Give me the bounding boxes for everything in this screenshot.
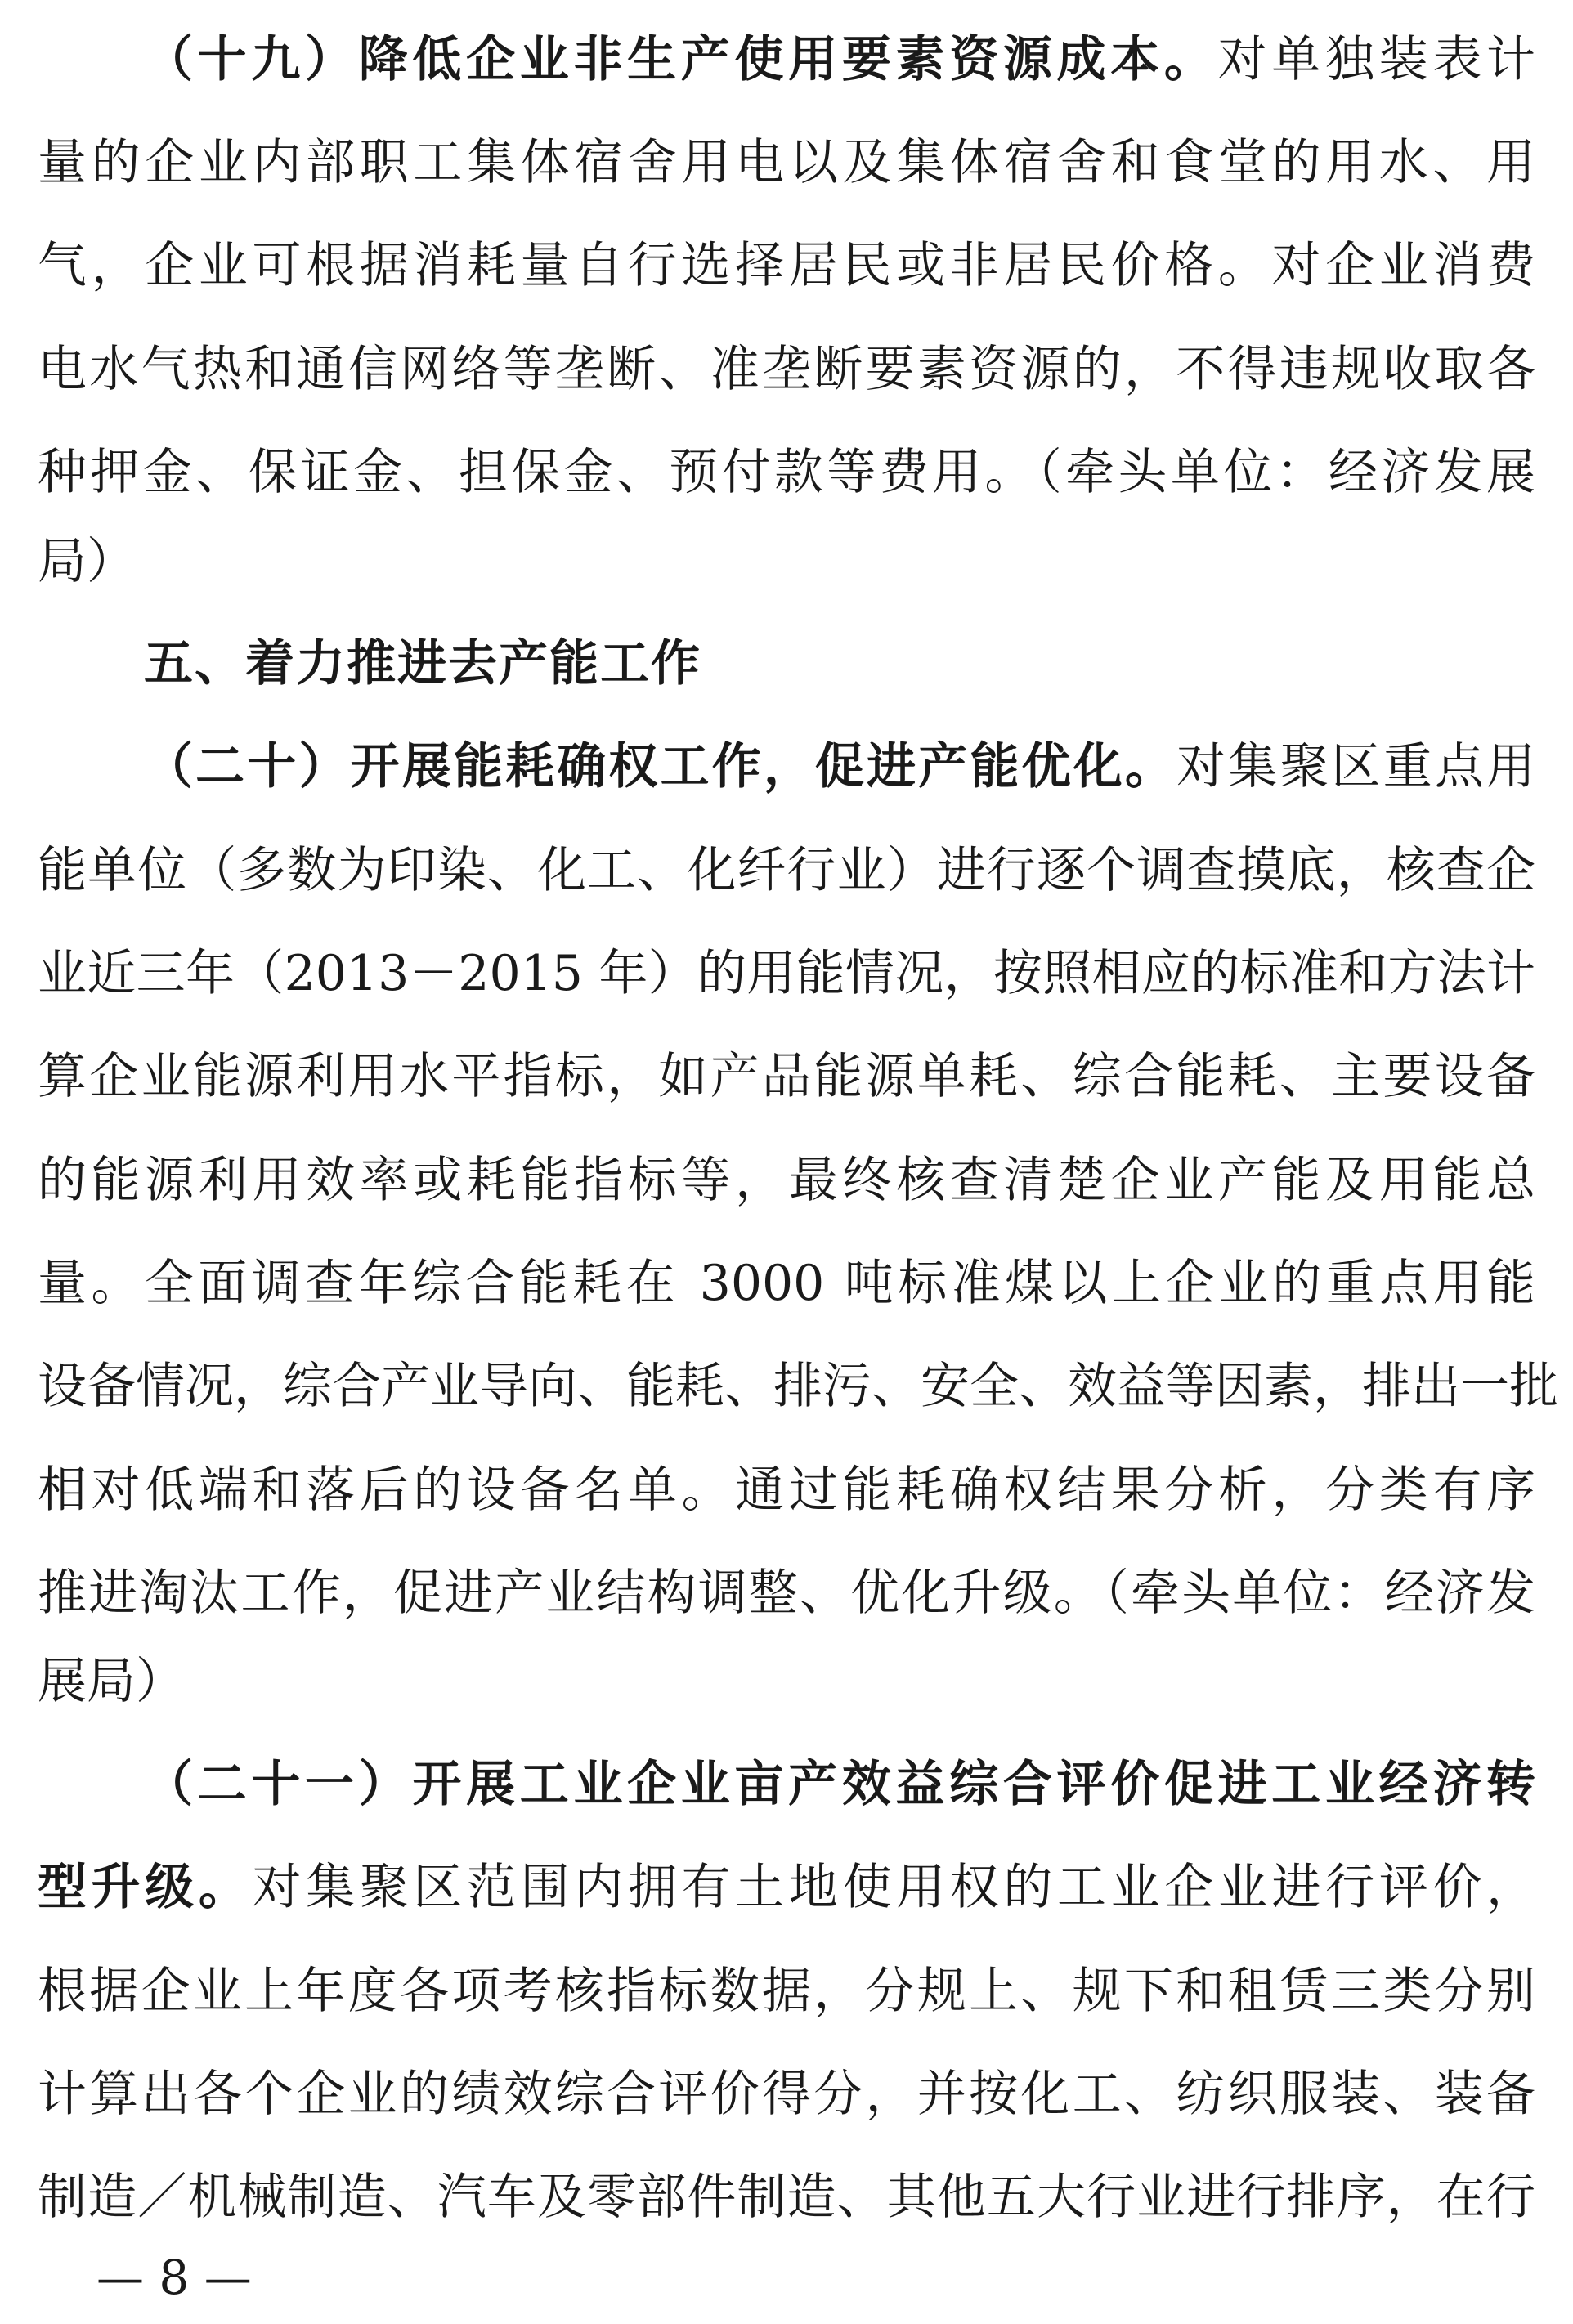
paragraph-19-line-5: 种押金、保证金、担保金、预付款等费用。（牵头单位：经济发展 (38, 444, 1535, 501)
page-number: — 8 — (96, 2250, 252, 2305)
paragraph-20-line-2: 能单位（多数为印染、化工、化纤行业）进行逐个调查摸底，核查企 (38, 842, 1535, 899)
paragraph-20-line-4: 算企业能源利用水平指标，如产品能源单耗、综合能耗、主要设备 (38, 1048, 1535, 1105)
paragraph-21-heading-line-1: （二十一）开展工业企业亩产效益综合评价促进工业经济转 (144, 1756, 1535, 1813)
paragraph-19-line-4: 电水气热和通信网络等垄断、准垄断要素资源的，不得违规收取各 (38, 341, 1535, 398)
paragraph-20-line-6: 量。全面调查年综合能耗在 3000 吨标准煤以上企业的重点用能 (38, 1255, 1535, 1312)
paragraph-19-heading: （十九）降低企业非生产使用要素资源成本。 (144, 31, 1218, 88)
paragraph-19-text: 对单独装表计 (1217, 31, 1536, 88)
paragraph-20-line-5: 的能源利用效率或耗能指标等，最终核查清楚企业产能及用能总 (38, 1152, 1535, 1209)
paragraph-20-line-10: 展局） (38, 1653, 185, 1710)
paragraph-19-line-1 (144, 15, 1535, 105)
paragraph-20-text: 对集聚区重点用 (1176, 738, 1536, 795)
paragraph-19-line-6: 局） (38, 533, 136, 590)
paragraph-21-heading-end: 型升级。 (38, 1859, 253, 1916)
paragraph-19-line-3: 气，企业可根据消耗量自行选择居民或非居民价格。对企业消费 (38, 237, 1535, 294)
paragraph-21-line-3: 根据企业上年度各项考核指标数据，分规上、规下和租赁三类分别 (38, 1963, 1535, 2020)
section-5-heading: 五、着力推进去产能工作 (144, 635, 701, 692)
paragraph-21-text: 对集聚区范围内拥有土地使用权的工业企业进行评价， (252, 1859, 1536, 1916)
paragraph-20-line-9: 推进淘汰工作，促进产业结构调整、优化升级。（牵头单位：经济发 (38, 1565, 1535, 1622)
paragraph-21-line-4: 计算出各个企业的绩效综合评价得分，并按化工、纺织服装、装备 (38, 2066, 1535, 2123)
paragraph-21-line-2 (38, 1843, 1535, 1932)
paragraph-20-heading: （二十）开展能耗确权工作，促进产能优化。 (144, 738, 1177, 795)
paragraph-20-line-3: 业近三年（2013－2015 年）的用能情况，按照相应的标准和方法计 (38, 945, 1535, 1002)
paragraph-19-line-2: 量的企业内部职工集体宿舍用电以及集体宿舍和食堂的用水、用 (38, 134, 1535, 191)
paragraph-20-line-7: 设备情况，综合产业导向、能耗、排污、安全、效益等因素，排出一批 (38, 1358, 1558, 1415)
paragraph-20-line-1 (144, 722, 1535, 812)
paragraph-21-line-5: 制造／机械制造、汽车及零部件制造、其他五大行业进行排序，在行 (38, 2169, 1535, 2226)
paragraph-20-line-8: 相对低端和落后的设备名单。通过能耗确权结果分析，分类有序 (38, 1462, 1535, 1519)
